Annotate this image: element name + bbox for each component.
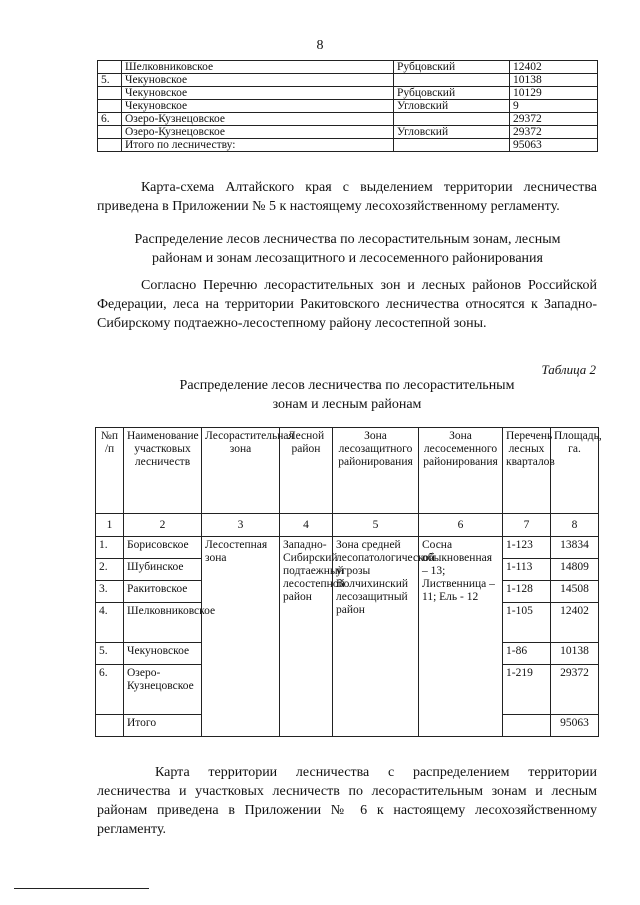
table-cell: 10129 bbox=[510, 87, 598, 100]
forest-district: Западно-Сибирский подтаежный лесостепной район bbox=[280, 537, 333, 737]
column-number: 5 bbox=[333, 514, 419, 537]
table-row bbox=[98, 74, 598, 87]
quarters: 1-113 bbox=[503, 559, 551, 581]
footnote-rule bbox=[14, 888, 149, 889]
column-header: Перечень лесных кварталов bbox=[503, 428, 551, 514]
forest-zone: Лесостепная зона bbox=[202, 537, 280, 737]
table-cell bbox=[98, 100, 122, 113]
table-cell bbox=[394, 139, 510, 152]
table-row bbox=[98, 126, 598, 139]
table-cell: 29372 bbox=[510, 126, 598, 139]
table-cell: Чекуновское bbox=[122, 87, 394, 100]
table-row bbox=[96, 537, 599, 559]
table-cell: Угловский bbox=[394, 126, 510, 139]
table-cell: Рубцовский bbox=[394, 87, 510, 100]
area: 10138 bbox=[551, 643, 599, 665]
table-cell: 5. bbox=[98, 74, 122, 87]
column-header: Зона лесосеменного районирования bbox=[419, 428, 503, 514]
quarters: 1-105 bbox=[503, 603, 551, 643]
row-number: 4. bbox=[96, 603, 124, 643]
total-quarters-empty bbox=[503, 715, 551, 737]
column-number: 7 bbox=[503, 514, 551, 537]
column-number: 2 bbox=[124, 514, 202, 537]
column-header: Лесорастительная зона bbox=[202, 428, 280, 514]
table-title-line-2: зонам и лесным районам bbox=[272, 397, 422, 412]
table-row bbox=[98, 100, 598, 113]
table-cell bbox=[394, 74, 510, 87]
table-cell: 29372 bbox=[510, 113, 598, 126]
quarters: 1-123 bbox=[503, 537, 551, 559]
page-number: 8 bbox=[316, 38, 324, 53]
quarters: 1-86 bbox=[503, 643, 551, 665]
column-header: №п /п bbox=[96, 428, 124, 514]
section-heading: Распределение лесов лесничества по лесорастительным зонам, лесным районам и зонам лесозащитного и лесосеменного районирования bbox=[134, 232, 561, 266]
table-cell: Рубцовский bbox=[394, 61, 510, 74]
quarters: 1-219 bbox=[503, 665, 551, 715]
map-scheme-paragraph: Карта-схема Алтайского края с выделением территории лесничества приведена в Приложении № 5 к настоящему лесохозяйственному регламенту. bbox=[97, 180, 597, 214]
table-cell: Угловский bbox=[394, 100, 510, 113]
protection-zone: Зона средней лесопатологической угрозы Волчихинский лесозащитный район bbox=[333, 537, 419, 737]
row-number: 3. bbox=[96, 581, 124, 603]
table-row bbox=[98, 139, 598, 152]
forestry-area-table bbox=[97, 60, 598, 152]
area: 14809 bbox=[551, 559, 599, 581]
district-name: Шубинское bbox=[124, 559, 202, 581]
district-name: Озеро-Кузнецовское bbox=[124, 665, 202, 715]
column-number: 8 bbox=[551, 514, 599, 537]
table-cell bbox=[98, 87, 122, 100]
total-empty bbox=[96, 715, 124, 737]
table-cell: Чекуновское bbox=[122, 74, 394, 87]
table-cell: Озеро-Кузнецовское bbox=[122, 126, 394, 139]
column-header: Площадь, га. bbox=[551, 428, 599, 514]
column-number: 6 bbox=[419, 514, 503, 537]
total-label: Итого bbox=[124, 715, 202, 737]
total-area: 95063 bbox=[551, 715, 599, 737]
area: 14508 bbox=[551, 581, 599, 603]
forest-distribution-table bbox=[95, 427, 602, 737]
table-cell: 12402 bbox=[510, 61, 598, 74]
district-name: Ракитовское bbox=[124, 581, 202, 603]
row-number: 6. bbox=[96, 665, 124, 715]
table-cell bbox=[98, 61, 122, 74]
table-row bbox=[98, 113, 598, 126]
table-label: Таблица 2 bbox=[541, 362, 596, 377]
area: 29372 bbox=[551, 665, 599, 715]
table-cell: 9 bbox=[510, 100, 598, 113]
row-number: 1. bbox=[96, 537, 124, 559]
table-title bbox=[97, 376, 597, 414]
classification-paragraph: Согласно Перечню лесорастительных зон и лесных районов Российской Федерации, леса на территории Ракитовского лесничества относятся к Западно-Сибирскому подтаежно-лесостепному району лесостепной зоны. bbox=[97, 278, 597, 331]
column-number: 4 bbox=[280, 514, 333, 537]
table-cell: Итого по лесничеству: bbox=[122, 139, 394, 152]
table-row bbox=[98, 87, 598, 100]
table-cell bbox=[98, 139, 122, 152]
quarters: 1-128 bbox=[503, 581, 551, 603]
row-number: 2. bbox=[96, 559, 124, 581]
table-row bbox=[98, 61, 598, 74]
column-header: Лесной район bbox=[280, 428, 333, 514]
table-cell: 10138 bbox=[510, 74, 598, 87]
column-header: Наименование участковых лесничеств bbox=[124, 428, 202, 514]
district-name: Чекуновское bbox=[124, 643, 202, 665]
area: 13834 bbox=[551, 537, 599, 559]
table-cell: Чекуновское bbox=[122, 100, 394, 113]
district-name: Борисовское bbox=[124, 537, 202, 559]
table-cell: 6. bbox=[98, 113, 122, 126]
seed-zone: Сосна обыкновенная – 13; Лиственница – 11; Ель - 12 bbox=[419, 537, 503, 737]
column-number: 1 bbox=[96, 514, 124, 537]
table-cell: 95063 bbox=[510, 139, 598, 152]
map-territory-paragraph: Карта территории лесничества с распределением территории лесничества и участковых лесничеств по лесорастительным зонам и лесным районам приведена в Приложении № 6 к настоящему лесохозяйственному регламенту. bbox=[97, 765, 597, 837]
table-cell: Озеро-Кузнецовское bbox=[122, 113, 394, 126]
area: 12402 bbox=[551, 603, 599, 643]
table-cell bbox=[98, 126, 122, 139]
table-title-line-1: Распределение лесов лесничества по лесорастительным bbox=[179, 378, 515, 393]
table-cell bbox=[394, 113, 510, 126]
column-header: Зона лесозащитного районирования bbox=[333, 428, 419, 514]
table-cell: Шелковниковское bbox=[122, 61, 394, 74]
column-number: 3 bbox=[202, 514, 280, 537]
row-number: 5. bbox=[96, 643, 124, 665]
district-name: Шелковниковское bbox=[124, 603, 202, 643]
